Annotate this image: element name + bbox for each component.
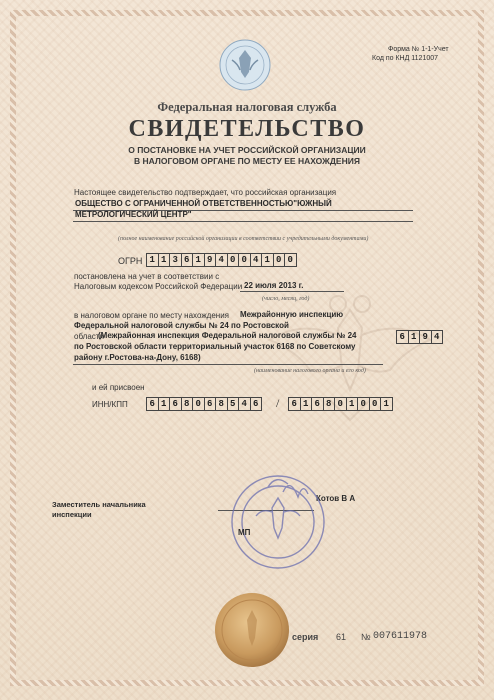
subtitle-line1: О ПОСТАНОВКЕ НА УЧЕТ РОССИЙСКОЙ ОРГАНИЗАЦИИ [128, 145, 366, 155]
authority-intro: в налоговом органе по месту нахождения [74, 311, 230, 320]
signatory-position-line2: инспекции [52, 510, 92, 519]
authority-line5: району г.Ростова-на-Дону, 6168) [74, 353, 201, 362]
authority-line4: по Ростовской области территориальный участок 6168 по Советскому [74, 342, 356, 351]
series-label: серия [292, 632, 319, 642]
ogrn-label: ОГРН [118, 256, 143, 266]
authority-line2: Федеральной налоговой службы № 24 по Ростовской [74, 321, 289, 330]
inn-value: 6 1 6 8 0 6 8 5 4 6 [146, 397, 262, 411]
signatory-name: Котов В А [316, 494, 356, 503]
intro-text: Настоящее свидетельство подтверждает, что российская организация [74, 188, 337, 197]
ogrn-value: 1 1 3 6 1 9 4 0 0 4 1 0 0 [146, 253, 297, 267]
authority-note: (наименование налогового органа и его код) [254, 368, 366, 374]
underline [73, 221, 413, 222]
organization-name-note: (полное наименование российской организации в соответствии с учредительными документами) [118, 236, 369, 242]
registration-date: 22 июля 2013 г. [244, 281, 304, 290]
authority-line3: (Межрайонная инспекция Федеральной налоговой службы № 24 [98, 331, 357, 340]
subtitle-line2: В НАЛОГОВОМ ОРГАНЕ ПО МЕСТУ ЕЕ НАХОЖДЕНИЯ [134, 156, 360, 166]
inn-kpp-separator: / [276, 396, 280, 410]
number-prefix: № [361, 632, 371, 642]
mp-label: МП [238, 528, 251, 537]
eagle-watermark-icon [250, 280, 450, 440]
kpp-value: 6 1 6 8 0 1 0 0 1 [288, 397, 393, 411]
authority-line3-prefix: области [74, 332, 104, 341]
gold-seal-icon [212, 590, 292, 670]
inn-kpp-label: ИНН/КПП [92, 400, 128, 409]
authority-line1: Межрайонную инспекцию [240, 310, 344, 319]
service-name: Федеральная налоговая служба [157, 100, 337, 114]
underline [73, 364, 383, 365]
knd-code-label: Код по КНД 1121007 [372, 55, 439, 62]
certificate-number: 007611978 [373, 631, 428, 642]
form-label: Форма № 1-1-Учет [388, 46, 449, 53]
registration-line2: Налоговым кодексом Российской Федерации [74, 282, 243, 291]
date-note: (число, месяц, год) [262, 296, 310, 302]
organization-name-line1: ОБЩЕСТВО С ОГРАНИЧЕННОЙ ОТВЕТСТВЕННОСТЬЮ"ЮЖНЫЙ [75, 199, 332, 208]
page-title: СВИДЕТЕЛЬСТВО [128, 116, 366, 142]
series-value: 61 [336, 632, 347, 642]
tax-service-emblem-icon [218, 38, 272, 92]
assigned-label: и ей присвоен [92, 383, 145, 392]
signatory-position-line1: Заместитель начальника [52, 500, 146, 509]
underline [240, 291, 344, 292]
organization-name-line2: МЕТРОЛОГИЧЕСКИЙ ЦЕНТР" [75, 210, 192, 219]
registration-line1: постановлена на учет в соответствии с [74, 272, 220, 281]
authority-code: 6 1 9 4 [396, 330, 443, 344]
official-stamp-icon [228, 472, 328, 572]
